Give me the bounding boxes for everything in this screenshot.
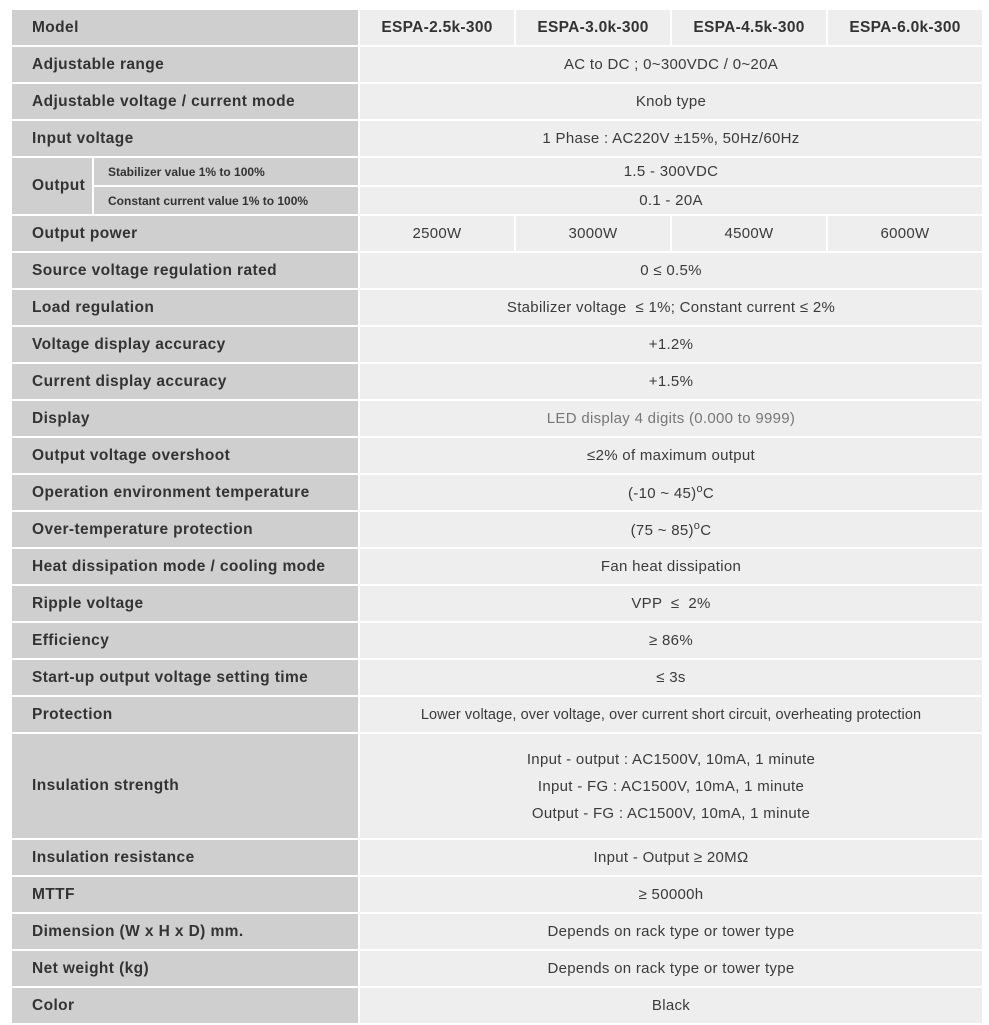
insulation-resistance-value: Input - Output ≥ 20MΩ — [360, 840, 982, 875]
env-temp-unit: C — [702, 485, 714, 502]
startup-label: Start-up output voltage setting time — [12, 660, 358, 695]
stabilizer-value: 1.5 - 300VDC — [360, 158, 982, 185]
mttf-label: MTTF — [12, 877, 358, 912]
efficiency-value: ≥ 86% — [360, 623, 982, 658]
protection-label: Protection — [12, 697, 358, 732]
over-temp-unit: C — [700, 522, 712, 539]
model-name: ESPA-2.5k-300 — [360, 10, 514, 45]
cooling-row — [12, 549, 982, 584]
insulation-line: Input - output : AC1500V, 10mA, 1 minute — [526, 750, 816, 768]
net-weight-label: Net weight (kg) — [12, 951, 358, 986]
mttf-value: ≥ 50000h — [360, 877, 982, 912]
insulation-line: Output - FG : AC1500V, 10mA, 1 minute — [531, 804, 811, 822]
env-temp-value — [360, 475, 982, 510]
env-temp-label: Operation environment temperature — [12, 475, 358, 510]
efficiency-label: Efficiency — [12, 623, 358, 658]
display-label: Display — [12, 401, 358, 436]
voltage-accuracy-label: Voltage display accuracy — [12, 327, 358, 362]
model-name: ESPA-6.0k-300 — [828, 10, 982, 45]
overshoot-label: Output voltage overshoot — [12, 438, 358, 473]
adjustable-mode-label: Adjustable voltage / current mode — [12, 84, 358, 119]
model-label: Model — [12, 10, 358, 45]
adjustable-range-value: AC to DC ; 0~300VDC / 0~20A — [360, 47, 982, 82]
voltage-accuracy-value: +1.2% — [360, 327, 982, 362]
ripple-row — [12, 586, 982, 621]
color-row — [12, 988, 982, 1023]
protection-value: Lower voltage, over voltage, over current short circuit, overheating protection — [360, 697, 982, 732]
dimension-value: Depends on rack type or tower type — [360, 914, 982, 949]
input-voltage-label: Input voltage — [12, 121, 358, 156]
over-temp-value — [360, 512, 982, 547]
insulation-resistance-row — [12, 840, 982, 875]
ripple-value: VPP ≤ 2% — [360, 586, 982, 621]
adjustable-mode-row — [12, 84, 982, 119]
cooling-label: Heat dissipation mode / cooling mode — [12, 549, 358, 584]
color-label: Color — [12, 988, 358, 1023]
efficiency-row — [12, 623, 982, 658]
env-temp-row — [12, 475, 982, 510]
output-power-label: Output power — [12, 216, 358, 251]
model-name: ESPA-3.0k-300 — [516, 10, 670, 45]
degree-mark: o — [696, 483, 703, 495]
insulation-resistance-label: Insulation resistance — [12, 840, 358, 875]
output-constant-row — [12, 187, 982, 214]
startup-row — [12, 660, 982, 695]
over-temp-label: Over-temperature protection — [12, 512, 358, 547]
voltage-accuracy-row — [12, 327, 982, 362]
overshoot-value: ≤2% of maximum output — [360, 438, 982, 473]
output-power-value: 3000W — [516, 216, 670, 251]
startup-value: ≤ 3s — [360, 660, 982, 695]
constant-current-value: 0.1 - 20A — [360, 187, 982, 214]
current-accuracy-value: +1.5% — [360, 364, 982, 399]
dimension-label: Dimension (W x H x D) mm. — [12, 914, 358, 949]
display-row — [12, 401, 982, 436]
output-power-value: 2500W — [360, 216, 514, 251]
insulation-strength-value — [360, 734, 982, 838]
adjustable-range-row — [12, 47, 982, 82]
current-accuracy-label: Current display accuracy — [12, 364, 358, 399]
input-voltage-row — [12, 121, 982, 156]
stabilizer-label: Stabilizer value 1% to 100% — [94, 158, 358, 185]
spec-table — [10, 8, 984, 1025]
degree-mark: o — [693, 520, 701, 532]
over-temp-range: (75 ~ 85) — [630, 522, 694, 539]
adjustable-mode-value: Knob type — [360, 84, 982, 119]
current-accuracy-row — [12, 364, 982, 399]
source-regulation-label: Source voltage regulation rated — [12, 253, 358, 288]
adjustable-range-label: Adjustable range — [12, 47, 358, 82]
overshoot-row — [12, 438, 982, 473]
load-regulation-row — [12, 290, 982, 325]
output-power-value: 4500W — [672, 216, 826, 251]
dimension-row — [12, 914, 982, 949]
cooling-value: Fan heat dissipation — [360, 549, 982, 584]
display-value: LED display 4 digits (0.000 to 9999) — [360, 401, 982, 436]
output-label: Output — [12, 158, 92, 214]
color-value: Black — [360, 988, 982, 1023]
output-power-row — [12, 216, 982, 251]
source-regulation-row — [12, 253, 982, 288]
output-stabilizer-row — [12, 158, 982, 185]
ripple-label: Ripple voltage — [12, 586, 358, 621]
model-name: ESPA-4.5k-300 — [672, 10, 826, 45]
source-regulation-value: 0 ≤ 0.5% — [360, 253, 982, 288]
constant-current-label: Constant current value 1% to 100% — [94, 187, 358, 214]
insulation-strength-row — [12, 734, 982, 838]
net-weight-value: Depends on rack type or tower type — [360, 951, 982, 986]
over-temp-row — [12, 512, 982, 547]
mttf-row — [12, 877, 982, 912]
net-weight-row — [12, 951, 982, 986]
model-row — [12, 10, 982, 45]
input-voltage-value: 1 Phase : AC220V ±15%, 50Hz/60Hz — [360, 121, 982, 156]
output-power-value: 6000W — [828, 216, 982, 251]
env-temp-range: (-10 ~ 45) — [627, 485, 697, 502]
load-regulation-value: Stabilizer voltage ≤ 1%; Constant current ≤ 2% — [360, 290, 982, 325]
insulation-strength-label: Insulation strength — [12, 734, 358, 838]
load-regulation-label: Load regulation — [12, 290, 358, 325]
insulation-line: Input - FG : AC1500V, 10mA, 1 minute — [537, 777, 805, 795]
protection-row — [12, 697, 982, 732]
